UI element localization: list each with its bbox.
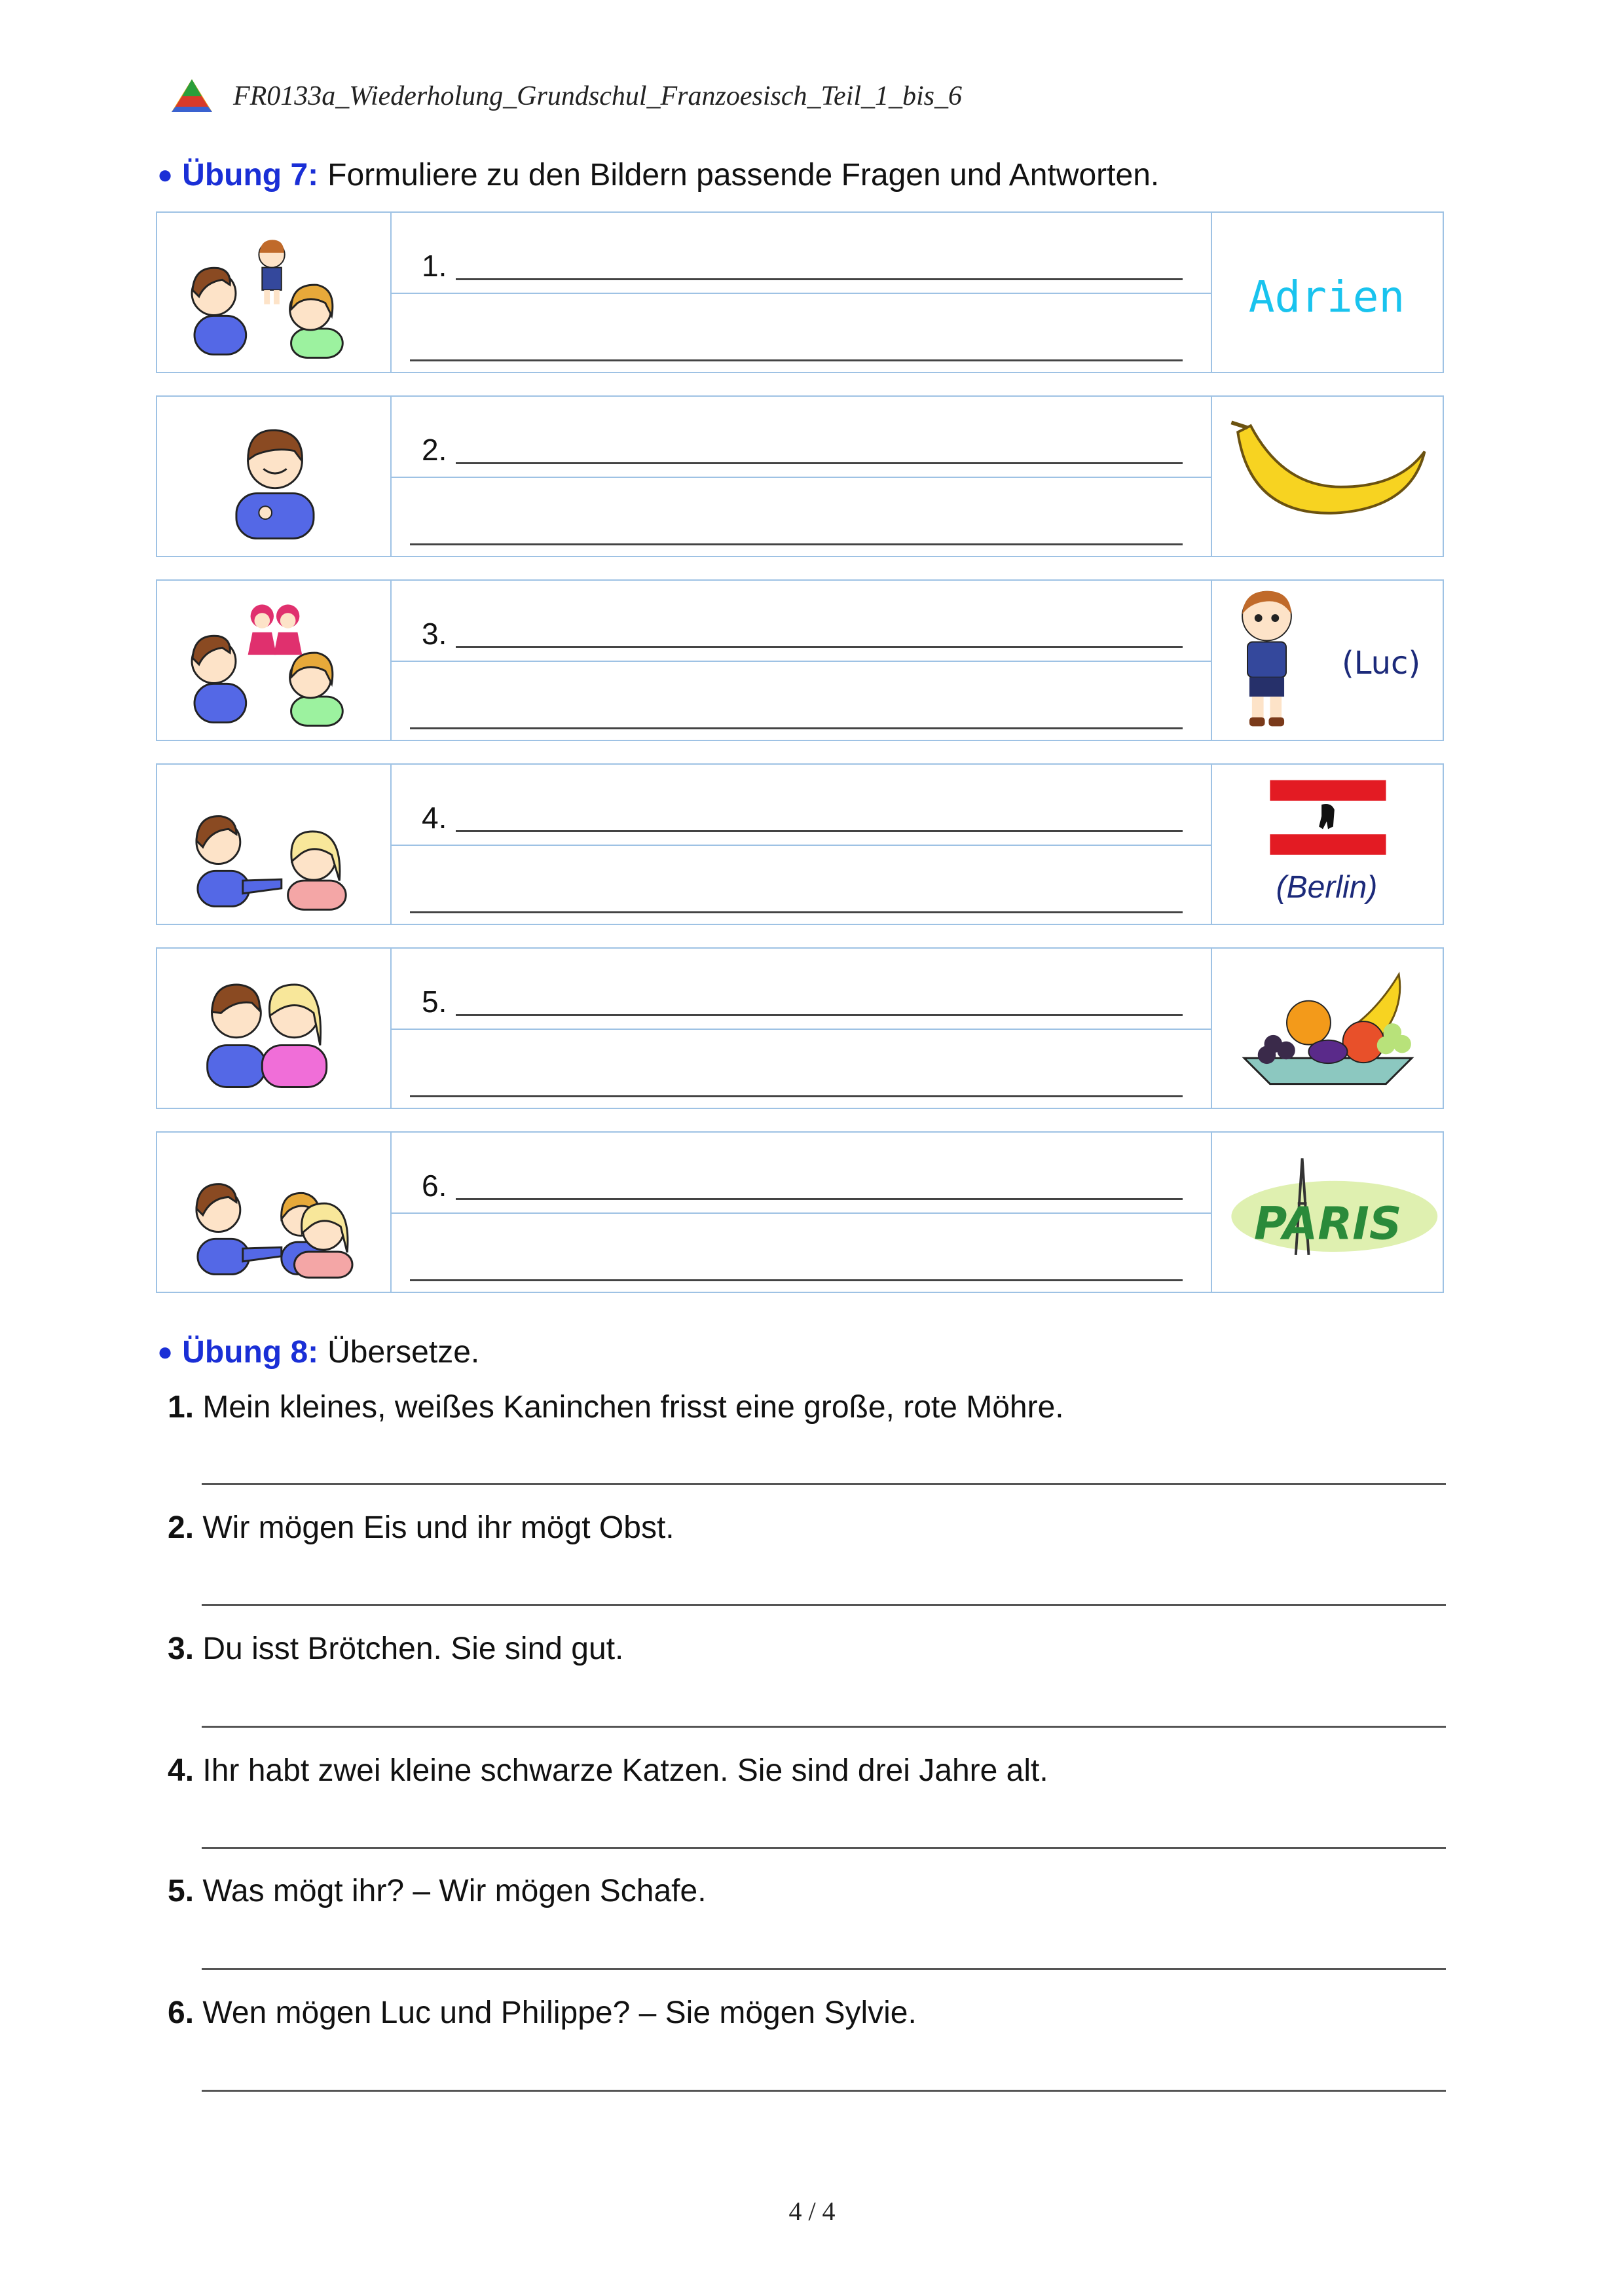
cell-divider <box>390 1029 1211 1030</box>
sentence-text: Wen mögen Luc und Philippe? – Sie mögen Sylvie. <box>202 1995 917 2030</box>
sentence-number: 6. <box>168 1995 194 2030</box>
sentence-text: Was mögt ihr? – Wir mögen Schafe. <box>202 1874 707 1908</box>
hint-cell <box>1211 213 1443 372</box>
bullet-icon: ● <box>157 1338 174 1366</box>
answer-line[interactable] <box>410 359 1183 361</box>
exercise-7-row <box>156 1131 1444 1293</box>
sentence-number: 1. <box>168 1390 194 1425</box>
sentence-text: Mein kleines, weißes Kaninchen frisst eine große, rote Möhre. <box>202 1390 1064 1425</box>
row-number: 6. <box>422 1169 447 1203</box>
exercise-7-row <box>156 763 1444 925</box>
picture-cell <box>157 765 392 924</box>
picture-cell <box>157 213 392 372</box>
hint-cell <box>1211 765 1443 924</box>
hint-cell <box>1211 581 1443 740</box>
sentence-number: 4. <box>168 1753 194 1788</box>
paris-logo-text: PARIS <box>1253 1197 1402 1250</box>
row-number: 1. <box>422 249 447 283</box>
hint-city-berlin: (Berlin) <box>1276 870 1378 905</box>
answer-cell <box>390 581 1212 740</box>
exercise-7-row <box>156 947 1444 1109</box>
answer-cell <box>390 213 1212 372</box>
picture-cell <box>157 581 392 740</box>
cell-divider <box>390 845 1211 846</box>
translation-sentence <box>168 1631 623 1667</box>
exercise-8-heading <box>157 1334 479 1370</box>
translation-answer-line[interactable] <box>202 1968 1446 1970</box>
question-line[interactable] <box>456 1198 1183 1200</box>
question-line[interactable] <box>456 462 1183 464</box>
translation-answer-line[interactable] <box>202 1726 1446 1728</box>
cell-divider <box>390 1212 1211 1214</box>
answer-cell <box>390 1133 1212 1292</box>
answer-line[interactable] <box>410 1279 1183 1281</box>
hint-name-luc: (Luc) <box>1342 645 1421 682</box>
picture-cell <box>157 949 392 1108</box>
bullet-icon: ● <box>157 160 174 189</box>
sentence-number: 5. <box>168 1874 194 1908</box>
row-number: 3. <box>422 617 447 651</box>
exercise-8-instruction: Übersetze. <box>327 1335 480 1370</box>
row-number: 2. <box>422 433 447 467</box>
hint-cell <box>1211 949 1443 1108</box>
question-line[interactable] <box>456 646 1183 648</box>
cell-divider <box>390 661 1211 662</box>
exercise-7-label: Übung 7: <box>182 158 319 192</box>
cell-divider <box>390 477 1211 478</box>
hint-name-adrien: Adrien <box>1248 272 1405 322</box>
boy-and-girl-together-icon <box>157 949 390 1108</box>
translation-answer-line[interactable] <box>202 2090 1446 2092</box>
page-number: 4 / 4 <box>788 2196 836 2226</box>
answer-line[interactable] <box>410 543 1183 545</box>
row-number: 4. <box>422 801 447 835</box>
paris-eiffel-tower-logo-icon <box>1211 1133 1443 1292</box>
answer-cell <box>390 765 1212 924</box>
row-number: 5. <box>422 985 447 1019</box>
two-people-asking-about-boy-icon <box>157 213 390 372</box>
sentence-number: 2. <box>168 1510 194 1545</box>
boy-pointing-at-two-girls-icon <box>157 1133 390 1292</box>
boy-pointing-at-himself-icon <box>157 397 390 556</box>
banana-icon <box>1211 397 1443 556</box>
hint-cell <box>1211 1133 1443 1292</box>
exercise-7-instruction: Formuliere zu den Bildern passende Fragen und Antworten. <box>327 158 1160 192</box>
two-people-asking-about-dolls-icon <box>157 581 390 740</box>
translation-sentence <box>168 1873 707 1909</box>
boy-pointing-at-girl-icon <box>157 765 390 924</box>
translation-sentence <box>168 1995 917 2031</box>
sentence-text: Du isst Brötchen. Sie sind gut. <box>202 1631 624 1666</box>
answer-line[interactable] <box>410 1095 1183 1097</box>
exercise-7-row <box>156 579 1444 741</box>
question-line[interactable] <box>456 278 1183 280</box>
picture-cell <box>157 1133 392 1292</box>
sentence-number: 3. <box>168 1631 194 1666</box>
hint-cell <box>1211 397 1443 556</box>
translation-sentence <box>168 1510 674 1546</box>
pyramid-logo-icon <box>169 77 215 116</box>
answer-cell <box>390 949 1212 1108</box>
document-header <box>169 73 962 119</box>
question-line[interactable] <box>456 1014 1183 1016</box>
answer-line[interactable] <box>410 911 1183 913</box>
translation-answer-line[interactable] <box>202 1604 1446 1606</box>
translation-sentence <box>168 1389 1064 1425</box>
exercise-7-heading <box>157 157 1159 193</box>
picture-cell <box>157 397 392 556</box>
cell-divider <box>390 293 1211 294</box>
translation-answer-line[interactable] <box>202 1483 1446 1485</box>
answer-line[interactable] <box>410 727 1183 729</box>
fruit-bowl-icon <box>1211 949 1443 1108</box>
sentence-text: Wir mögen Eis und ihr mögt Obst. <box>202 1510 674 1545</box>
translation-sentence <box>168 1753 1048 1789</box>
exercise-7-row <box>156 211 1444 373</box>
exercise-7-row <box>156 395 1444 557</box>
translation-answer-line[interactable] <box>202 1847 1446 1849</box>
sentence-text: Ihr habt zwei kleine schwarze Katzen. Sie sind drei Jahre alt. <box>202 1753 1048 1788</box>
answer-cell <box>390 397 1212 556</box>
question-line[interactable] <box>456 830 1183 832</box>
document-title: FR0133a_Wiederholung_Grundschul_Franzoesisch_Teil_1_bis_6 <box>233 81 962 111</box>
exercise-8-label: Übung 8: <box>182 1335 319 1370</box>
